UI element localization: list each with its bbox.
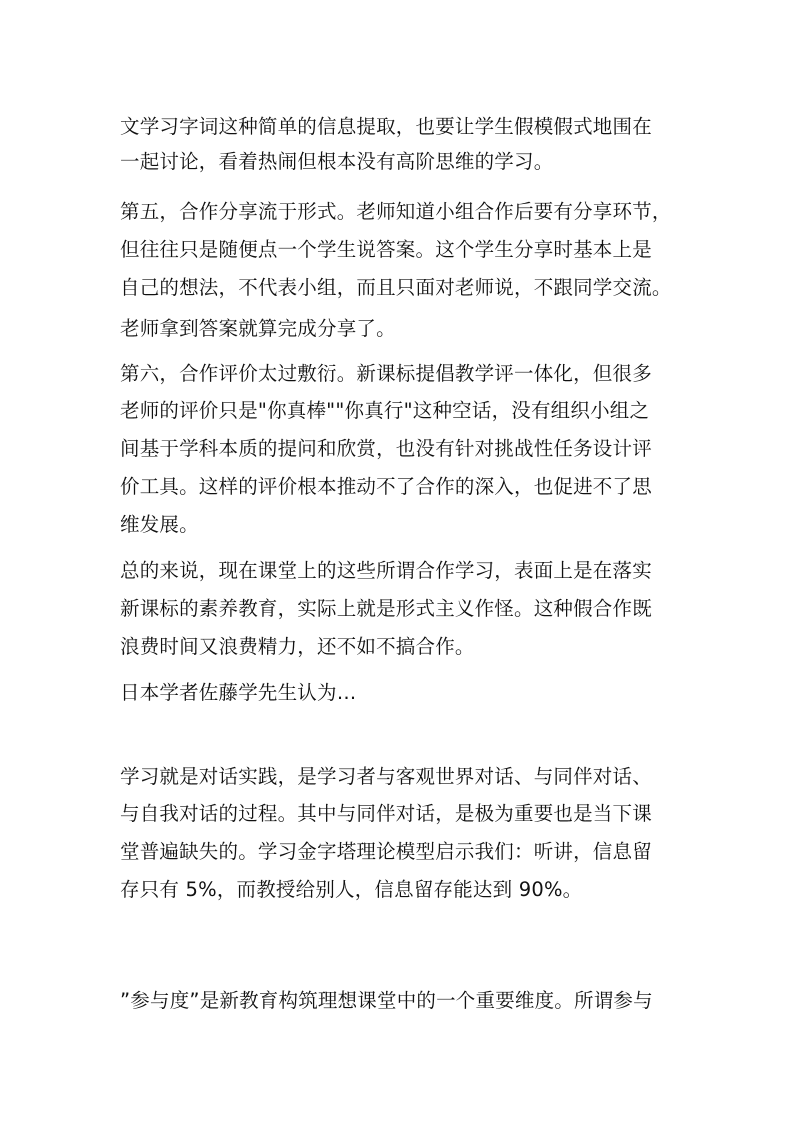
text-line: 与自我对话的过程。其中与同伴对话，是极为重要也是当下课 [120, 802, 652, 825]
text-line: 堂普遍缺失的。学习金字塔理论模型启示我们：听讲，信息留 [120, 840, 652, 863]
text-line: 维发展。 [120, 513, 199, 536]
text-line: 总的来说，现在课堂上的这些所谓合作学习，表面上是在落实 [120, 559, 652, 582]
text-line: 存只有 5%，而教授给别人，信息留存能达到 90%。 [120, 878, 583, 901]
text-line: 间基于学科本质的提问和欣赏，也没有针对挑战性任务设计评 [120, 437, 652, 460]
text-line: 新课标的素养教育，实际上就是形式主义作怪。这种假合作既 [120, 597, 652, 620]
text-line: 学习就是对话实践，是学习者与客观世界对话、与同伴对话、 [120, 765, 652, 788]
text-line: 文学习字词这种简单的信息提取，也要让学生假模假式地围在 [120, 115, 652, 138]
text-line: 第六，合作评价太过敷衍。新课标提倡教学评一体化，但很多 [120, 362, 652, 385]
text-line: 但往往只是随便点一个学生说答案。这个学生分享时基本上是 [120, 238, 652, 261]
text-line: 一起讨论，看着热闹但根本没有高阶思维的学习。 [120, 150, 554, 173]
text-line: ”参与度”是新教育构筑理想课堂中的一个重要维度。所谓参与 [120, 989, 653, 1012]
text-line: 老师的评价只是"你真棒""你真行"这种空话，没有组织小组之 [120, 399, 650, 422]
text-line: 老师拿到答案就算完成分享了。 [120, 317, 396, 340]
text-line: 自己的想法，不代表小组，而且只面对老师说，不跟同学交流。 [120, 276, 672, 299]
text-line: 日本学者佐藤学先生认为… [120, 681, 357, 704]
text-line: 第五，合作分享流于形式。老师知道小组合作后要有分享环节， [120, 200, 672, 223]
text-line: 价工具。这样的评价根本推动不了合作的深入，也促进不了思 [120, 475, 652, 498]
text-line: 浪费时间又浪费精力，还不如不搞合作。 [120, 635, 475, 658]
